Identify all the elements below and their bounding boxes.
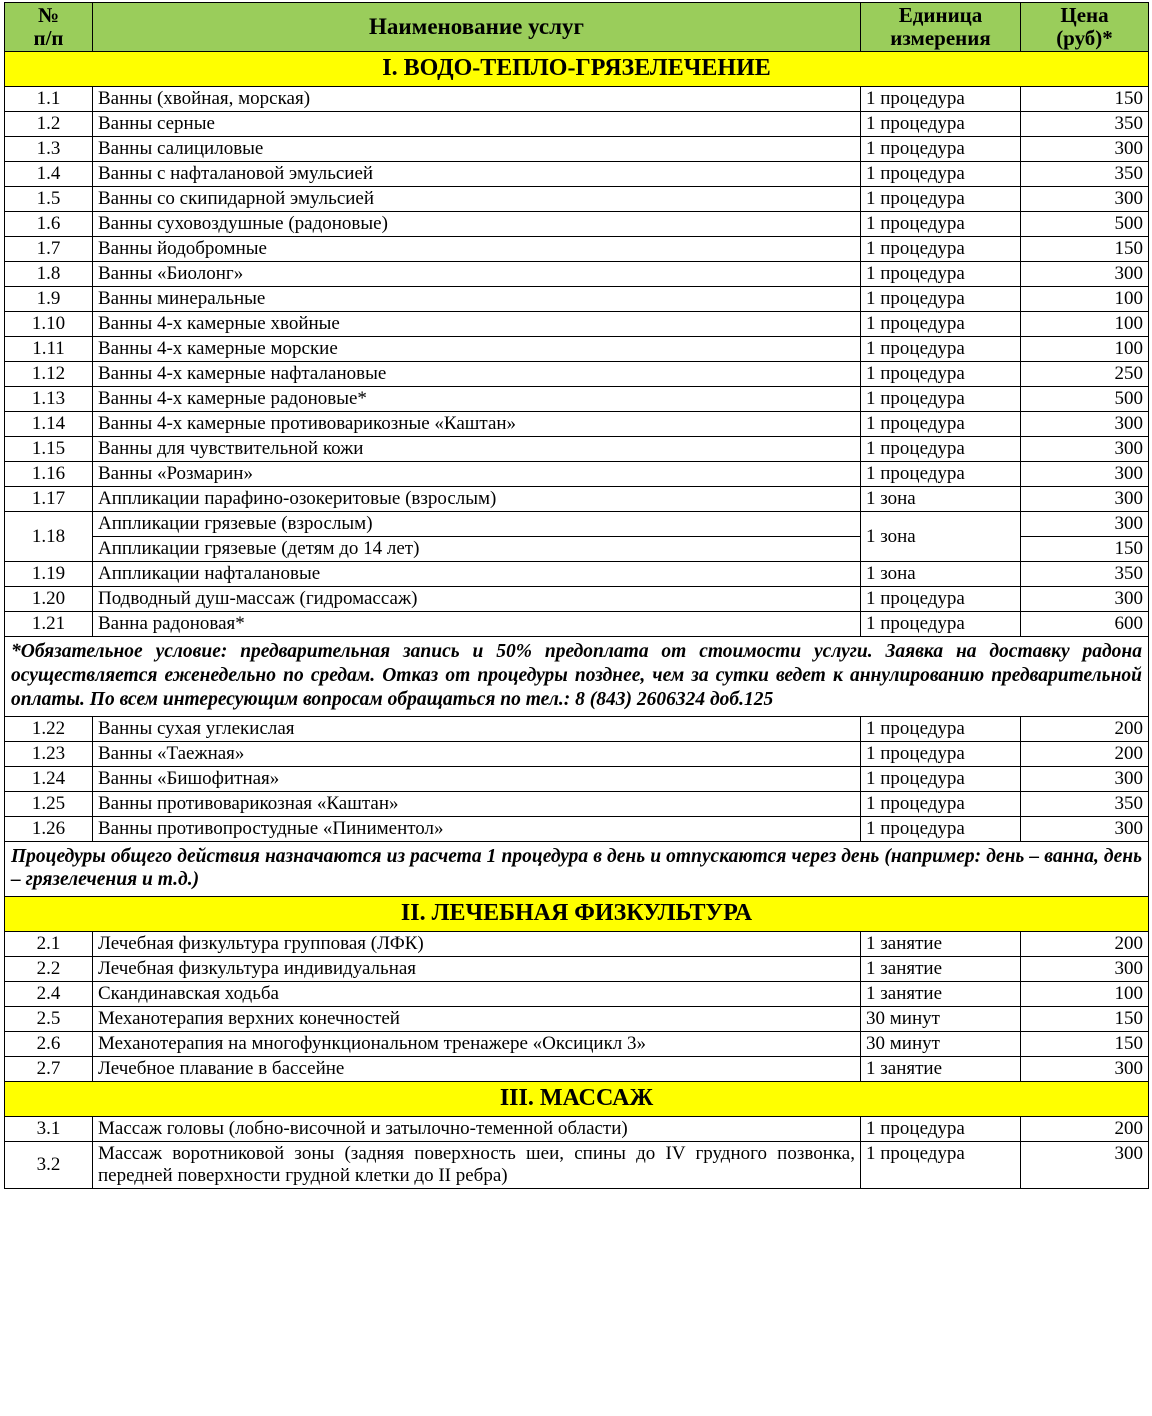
row-service-name: Ванны 4-х камерные морские [93,337,861,362]
row-number: 1.9 [5,287,93,312]
row-number: 2.6 [5,1032,93,1057]
row-service-name: Ванны суховоздушные (радоновые) [93,212,861,237]
row-price: 300 [1021,437,1149,462]
table-row [5,437,1149,462]
section-heading-3 [5,1082,1149,1117]
table-row [5,462,1149,487]
row-price: 300 [1021,512,1149,537]
table-row [5,87,1149,112]
row-service-name: Скандинавская ходьба [93,982,861,1007]
row-service-name: Ванны 4-х камерные радоновые* [93,387,861,412]
row-unit: 1 процедура [861,237,1021,262]
table-row [5,137,1149,162]
row-price: 350 [1021,562,1149,587]
row-unit: 1 процедура [861,112,1021,137]
row-unit: 30 минут [861,1007,1021,1032]
row-service-name: Механотерапия верхних конечностей [93,1007,861,1032]
table-row [5,932,1149,957]
row-unit: 1 процедура [861,462,1021,487]
row-service-name: Ванны 4-х камерные противоварикозные «Каштан» [93,412,861,437]
price-table [4,2,1149,1189]
row-price: 200 [1021,716,1149,741]
table-row [5,957,1149,982]
row-unit: 1 процедура [861,741,1021,766]
row-price: 150 [1021,1032,1149,1057]
row-number: 2.4 [5,982,93,1007]
row-service-name: Ванны «Бишофитная» [93,766,861,791]
row-number: 1.6 [5,212,93,237]
footnote-radon-row [5,637,1149,716]
row-service-name: Массаж головы (лобно-височной и затылочно-теменной области) [93,1117,861,1142]
row-number: 1.10 [5,312,93,337]
header-number-line1: № [37,3,60,27]
row-price: 300 [1021,816,1149,841]
row-unit: 1 процедура [861,612,1021,637]
row-service-name: Массаж воротниковой зоны (задняя поверхность шеи, спины до IV грудного позвонка, передней поверхности грудной клетки до II ребра) [93,1142,861,1189]
row-unit: 1 процедура [861,791,1021,816]
row-service-name: Ванны для чувствительной кожи [93,437,861,462]
header-unit-line1: Единица [898,3,983,27]
row-number: 2.2 [5,957,93,982]
row-unit: 1 зона [861,512,1021,562]
table-row [5,1142,1149,1189]
table-row [5,387,1149,412]
row-unit: 1 процедура [861,412,1021,437]
row-price: 150 [1021,237,1149,262]
table-row [5,612,1149,637]
table-row [5,162,1149,187]
row-service-name: Ванны 4-х камерные нафталановые [93,362,861,387]
header-number-line2: п/п [33,26,64,51]
row-number: 1.3 [5,137,93,162]
table-row [5,741,1149,766]
row-service-name: Аппликации нафталановые [93,562,861,587]
footnote-general-text: Процедуры общего действия назначаются из расчета 1 процедура в день и отпускаются через день (например: день – ванна, день – грязелечения и т.д.) [5,841,1149,897]
row-number: 1.8 [5,262,93,287]
row-unit: 1 зона [861,487,1021,512]
row-unit: 1 процедура [861,816,1021,841]
table-body [5,52,1149,1189]
row-price: 150 [1021,1007,1149,1032]
table-row [5,587,1149,612]
row-price: 350 [1021,112,1149,137]
section-heading-2 [5,897,1149,932]
table-row [5,362,1149,387]
row-number: 1.16 [5,462,93,487]
row-unit: 1 процедура [861,766,1021,791]
row-service-name: Ванны салициловые [93,137,861,162]
row-price: 150 [1021,537,1149,562]
row-service-name: Подводный душ-массаж (гидромассаж) [93,587,861,612]
row-service-name: Ванны с нафталановой эмульсией [93,162,861,187]
row-service-name: Лечебная физкультура индивидуальная [93,957,861,982]
section-title: I. ВОДО-ТЕПЛО-ГРЯЗЕЛЕЧЕНИЕ [5,52,1149,87]
row-unit: 1 процедура [861,262,1021,287]
row-unit: 1 занятие [861,982,1021,1007]
row-service-name: Ванны противопростудные «Пиниментол» [93,816,861,841]
row-unit: 1 зона [861,562,1021,587]
row-service-name: Ванна радоновая* [93,612,861,637]
row-price: 300 [1021,1142,1149,1189]
row-price: 100 [1021,312,1149,337]
row-number: 2.5 [5,1007,93,1032]
row-number: 1.14 [5,412,93,437]
table-row [5,312,1149,337]
row-price: 300 [1021,766,1149,791]
row-unit: 1 процедура [861,212,1021,237]
row-unit: 1 занятие [861,932,1021,957]
row-service-name: Ванны «Розмарин» [93,462,861,487]
row-price: 150 [1021,87,1149,112]
table-row [5,412,1149,437]
table-row [5,982,1149,1007]
row-price: 350 [1021,791,1149,816]
row-price: 300 [1021,262,1149,287]
table-row [5,287,1149,312]
row-service-name: Ванны йодобромные [93,237,861,262]
table-row [5,212,1149,237]
row-unit: 1 процедура [861,387,1021,412]
row-price: 200 [1021,1117,1149,1142]
header-unit-line2: измерения [890,26,991,51]
table-header [5,3,1149,52]
row-unit: 1 процедура [861,337,1021,362]
header-price [1021,3,1149,52]
row-unit: 1 процедура [861,162,1021,187]
row-unit: 1 процедура [861,137,1021,162]
row-number: 1.5 [5,187,93,212]
table-row [5,1032,1149,1057]
row-number: 1.18 [5,512,93,562]
row-price: 250 [1021,362,1149,387]
row-service-name: Ванны противоварикозная «Каштан» [93,791,861,816]
row-price: 300 [1021,487,1149,512]
table-row [5,766,1149,791]
row-unit: 1 занятие [861,1057,1021,1082]
row-price: 500 [1021,212,1149,237]
row-unit: 1 процедура [861,287,1021,312]
row-number: 1.15 [5,437,93,462]
row-number: 1.21 [5,612,93,637]
row-service-name: Ванны минеральные [93,287,861,312]
row-number: 1.22 [5,716,93,741]
row-number: 3.2 [5,1142,93,1189]
row-number: 1.4 [5,162,93,187]
row-unit: 1 процедура [861,437,1021,462]
row-service-name: Аппликации грязевые (взрослым) [93,512,861,537]
row-unit: 1 процедура [861,187,1021,212]
row-service-name: Ванны со скипидарной эмульсией [93,187,861,212]
section-title: II. ЛЕЧЕБНАЯ ФИЗКУЛЬТУРА [5,897,1149,932]
row-number: 3.1 [5,1117,93,1142]
row-service-name: Аппликации грязевые (детям до 14 лет) [93,537,861,562]
row-number: 1.11 [5,337,93,362]
row-number: 1.25 [5,791,93,816]
row-price: 350 [1021,162,1149,187]
row-unit: 30 минут [861,1032,1021,1057]
row-unit: 1 процедура [861,312,1021,337]
row-price: 200 [1021,932,1149,957]
row-number: 2.7 [5,1057,93,1082]
row-price: 100 [1021,287,1149,312]
row-number: 1.13 [5,387,93,412]
row-service-name: Ванны сухая углекислая [93,716,861,741]
row-price: 300 [1021,462,1149,487]
row-number: 1.12 [5,362,93,387]
row-price: 300 [1021,587,1149,612]
row-service-name: Аппликации парафино-озокеритовые (взрослым) [93,487,861,512]
row-price: 600 [1021,612,1149,637]
section-title: III. МАССАЖ [5,1082,1149,1117]
row-unit: 1 процедура [861,362,1021,387]
row-service-name: Ванны «Таежная» [93,741,861,766]
table-row [5,562,1149,587]
row-service-name: Ванны 4-х камерные хвойные [93,312,861,337]
row-unit: 1 процедура [861,1142,1021,1189]
row-price: 300 [1021,1057,1149,1082]
table-row [5,187,1149,212]
row-number: 1.23 [5,741,93,766]
row-price: 300 [1021,137,1149,162]
row-number: 1.20 [5,587,93,612]
section-heading-1 [5,52,1149,87]
row-unit: 1 процедура [861,587,1021,612]
footnote-general-row [5,841,1149,897]
table-row [5,1117,1149,1142]
row-service-name: Лечебная физкультура групповая (ЛФК) [93,932,861,957]
header-unit [861,3,1021,52]
header-number [5,3,93,52]
row-number: 2.1 [5,932,93,957]
table-row [5,112,1149,137]
row-price: 100 [1021,337,1149,362]
table-row [5,262,1149,287]
row-unit: 1 процедура [861,716,1021,741]
row-number: 1.2 [5,112,93,137]
footnote-radon-text: *Обязательное условие: предварительная запись и 50% предоплата от стоимости услуги. Заявка на доставку радона осуществляется еженедельно по средам. Отказ от процедуры позднее, чем за сутки ведет к аннулированию предварительной оплаты. По всем интересующим вопросам обращаться по тел.: 8 (843) 2606324 доб.125 [5,637,1149,716]
table-row [5,1057,1149,1082]
table-row [5,1007,1149,1032]
row-number: 1.17 [5,487,93,512]
row-price: 500 [1021,387,1149,412]
row-price: 200 [1021,741,1149,766]
row-service-name: Механотерапия на многофункциональном тренажере «Оксицикл 3» [93,1032,861,1057]
row-unit: 1 процедура [861,87,1021,112]
table-row [5,487,1149,512]
row-number: 1.7 [5,237,93,262]
table-row [5,337,1149,362]
row-service-name: Ванны «Биолонг» [93,262,861,287]
table-row [5,791,1149,816]
row-price: 100 [1021,982,1149,1007]
table-row [5,816,1149,841]
row-unit: 1 занятие [861,957,1021,982]
row-price: 300 [1021,187,1149,212]
row-number: 1.19 [5,562,93,587]
row-service-name: Ванны серные [93,112,861,137]
row-service-name: Ванны (хвойная, морская) [93,87,861,112]
row-service-name: Лечебное плавание в бассейне [93,1057,861,1082]
header-service-name: Наименование услуг [93,3,861,52]
row-number: 1.24 [5,766,93,791]
table-row [5,512,1149,537]
header-price-line1: Цена [1060,3,1109,27]
row-price: 300 [1021,957,1149,982]
row-number: 1.1 [5,87,93,112]
row-price: 300 [1021,412,1149,437]
header-row [5,3,1149,52]
table-row [5,716,1149,741]
header-price-line2: (руб)* [1056,26,1113,51]
table-row [5,237,1149,262]
row-unit: 1 процедура [861,1117,1021,1142]
row-number: 1.26 [5,816,93,841]
